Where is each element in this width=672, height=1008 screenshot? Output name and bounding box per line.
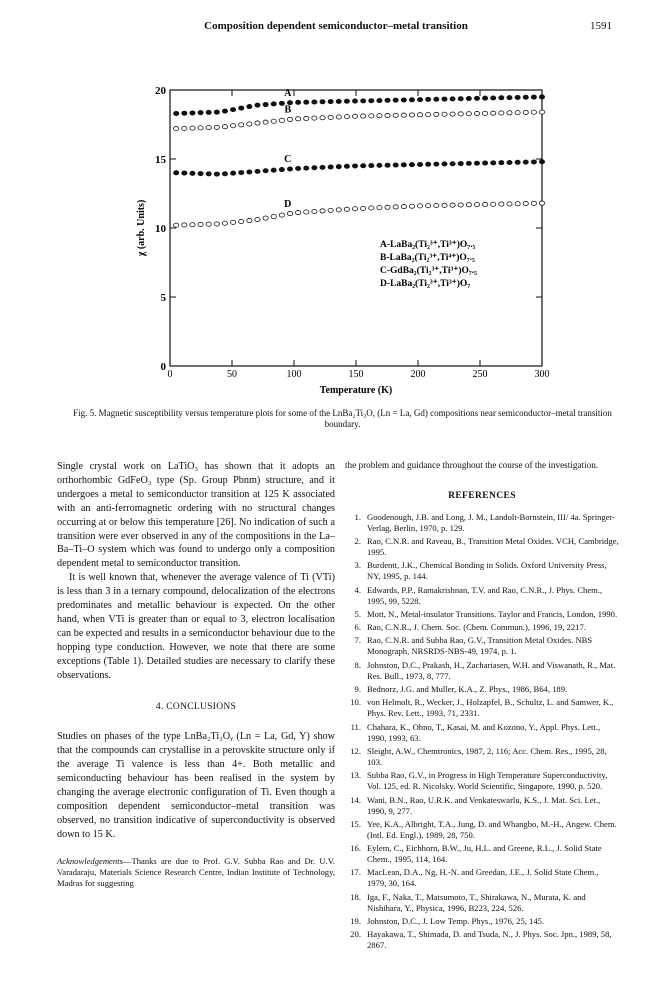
reference-item [345,697,619,719]
reference-text: Rao, C.N.R., J. Chem. Soc. (Chem. Commun.), 1996, 19, 2217. [367,622,586,633]
series-a-point [401,98,406,102]
series-c-point [239,170,244,174]
series-b-point [458,112,463,116]
reference-text: Johnston, D.C., J. Low Temp. Phys., 1976, 25, 145. [367,916,545,927]
series-c-point [466,161,471,165]
series-b-point [263,120,268,124]
series-d-point [482,202,487,206]
reference-number: 17. [350,867,361,878]
reference-item [345,635,619,657]
series-a-point [320,100,325,104]
reference-item [345,843,619,865]
reference-item [345,916,619,927]
reference-text: Hayakawa, T., Shimada, D. and Tsuda, N., J. Phys. Soc. Jpn., 1989, 58, 2867. [367,929,612,951]
series-a-point [393,98,398,102]
series-d-point [296,210,301,214]
series-d-point [491,202,496,206]
reference-item [345,622,619,633]
series-b-point [198,126,203,130]
reference-text: Edwards, P.P., Ramakrishnan, T.V. and Rao, C.N.R., J. Phys. Chem., 1995, 99, 5228. [367,584,603,606]
reference-number: 20. [350,929,361,940]
reference-item [345,684,619,695]
paragraph: Studies on phases of the type LnBa₂Ti₃Oᵧ (Ln = La, Gd, Y) show that the compounds can crystallise in a perovskite structure only if the average Ti valence is less than 4+. Both metallic and semiconducting behaviour has been realised in the system by changing the average electronic configuration of Ti. Even though a composition dependent semiconductor–metal transition was observed, no transition indicative of superconductivity is observed down to 15 K. [57,731,335,840]
series-c-point [206,172,211,176]
series-b-point [271,119,276,123]
series-d-point [450,203,455,207]
series-a-point [515,95,520,99]
series-a-point [344,99,349,103]
series-c-point [393,163,398,167]
reference-text: Subba Rao, G.V., in Progress in High Temperature Superconductivity, Vol. 125, ed. R. Nicolsky. World Scientific, Singapore, 1990, p. 520. [367,770,608,792]
series-d-point [361,206,366,210]
series-a-point [198,111,203,115]
series-d-point [231,220,236,224]
series-b-point [312,116,317,120]
series-d-point [312,209,317,213]
series-d-point [369,206,374,210]
series-c-point [369,163,374,167]
series-a-point [222,109,227,113]
reference-item [345,560,619,582]
series-d-point [255,217,260,221]
series-c-point [214,172,219,176]
series-b-point [539,110,544,114]
reference-text: Rao, C.N.R. and Subba Rao, G.V., Transition Metal Oxides. NBS Monograph, NRSRDS-NBS-49, 1974, p. 1. [367,635,593,657]
series-b-point [287,117,292,121]
series-c-point [174,171,179,175]
series-c-point [247,170,252,174]
series-a-point [190,111,195,115]
x-axis-label: Temperature (K) [319,385,393,396]
series-a-point [482,96,487,100]
series-a-point [296,100,301,104]
reference-item [345,867,619,889]
series-c-point [304,166,309,170]
reference-text: Goodenough, J.B. and Long, J. M., Landolt-Bornstein, III/ 4a. Springer-Verlag, Berlin, 1970, p. 129. [367,511,616,533]
series-a-point [450,97,455,101]
series-c-point [344,164,349,168]
series-c-point [271,168,276,172]
series-d-point [214,222,219,226]
series-b-point [206,126,211,130]
series-b-point [328,115,333,119]
series-d-point [385,205,390,209]
series-a-point [458,97,463,101]
x-tick-label: 200 [410,369,426,380]
series-a-point [385,98,390,102]
series-d-point [474,203,479,207]
series-b-point [296,117,301,121]
reference-item [345,585,619,607]
series-b-point [182,126,187,130]
series-d-point [182,223,187,227]
series-d-point [279,213,284,217]
series-a-point [231,107,236,111]
y-tick-label: 15 [155,154,166,166]
series-b-point [515,111,520,115]
reference-number: 12. [350,745,361,756]
series-a-point [442,97,447,101]
series-b-point [377,114,382,118]
series-c-point [190,171,195,175]
reference-item [345,512,619,534]
series-d-point [523,201,528,205]
series-b-point [352,114,357,118]
series-b-point [304,116,309,120]
series-d-point [531,201,536,205]
series-b-point [231,124,236,128]
reference-item [345,770,619,792]
series-c-point [198,171,203,175]
reference-number: 15. [350,818,361,829]
series-c-point [515,160,520,164]
y-tick-label: 0 [160,361,166,373]
reference-text: Wani, B.N., Rao, U.R.K. and Venkateswarlu, K.S., J. Mat. Sci. Let., 1990, 9, 277. [367,794,601,816]
series-a-point [539,95,544,99]
series-label: A [284,87,292,99]
series-d-point [507,202,512,206]
series-a-point [312,100,317,104]
series-a-point [409,98,414,102]
reference-number: 1. [354,511,361,522]
series-d-point [271,214,276,218]
series-c-point [336,165,341,169]
legend-entry: A-LaBa₂(Ti₂³⁺,Ti³⁺)O₇.₅ [380,240,476,250]
series-b-point [426,113,431,117]
reference-item [345,660,619,682]
series-c-point [491,161,496,165]
reference-text: Rao, C.N.R. and Raveau, B., Transition Metal Oxides. VCH, Cambridge, 1995. [367,536,619,557]
series-d-point [434,203,439,207]
series-b-point [409,113,414,117]
series-d-point [393,205,398,209]
series-c-point [539,160,544,164]
series-d-point [206,222,211,226]
section-heading: 4. CONCLUSIONS [155,701,237,712]
series-b-point [434,112,439,116]
series-b-point [174,127,179,131]
series-a-point [206,110,211,114]
series-d-point [174,223,179,227]
reference-text: Bednorz, J.G. and Muller, K.A., Z. Phys., 1986, B64, 189. [367,684,568,695]
plot-frame [170,87,542,366]
series-c-point [458,161,463,165]
series-d-point [263,216,268,220]
series-d-point [287,211,292,215]
series-c-point [450,162,455,166]
x-tick-label: 150 [348,369,364,380]
series-c-point [523,160,528,164]
series-b-point [361,114,366,118]
series-a-point [239,106,244,110]
reference-item [345,536,619,558]
reference-text: Burdentt, J.K., Chemical Bonding in Solids. Oxford University Press, NY, 1995, p. 144. [367,560,607,582]
series-b-point [255,121,260,125]
series-a-point [336,99,341,103]
series-d-point [198,222,203,226]
paragraph: It is well known that, whenever the average valence of Ti (VTi) is less than 3 in a ternary compound, delocalization of the electrons predominates and metallic behaviour is expected. On the other hand, when VTi is greater than or equal to 3, electron localisation can be expected and results in a semiconductor behaviour due to the hopping type conduction. However, we note that there are some exceptions (Table 1). Detailed studies are necessary to clarify these observations. [57,572,335,681]
reference-list [345,512,619,952]
series-label: D [284,198,292,210]
series-a-point [247,104,252,108]
series-b-point [222,125,227,129]
series-d-point [417,204,422,208]
reference-number: 16. [350,843,361,854]
series-d-point [499,202,504,206]
series-c-point [401,163,406,167]
series-a-point [466,96,471,100]
series-c-point [255,169,260,173]
series-a-point [377,98,382,102]
reference-number: 10. [350,697,361,708]
reference-item [345,609,619,620]
series-label: B [284,104,292,116]
series-b-point [344,115,349,119]
series-c-point [417,162,422,166]
reference-number: 7. [354,635,361,646]
reference-text: Johnston, D.C., Prakash, H., Zachariasen, W.H. and Viswanath, R., Mat. Res. Bull., 1973, 8, 777. [367,659,616,681]
reference-item [345,746,619,768]
reference-item [345,795,619,817]
series-c-point [531,160,536,164]
series-a-point [174,111,179,115]
reference-number: 9. [354,684,361,695]
series-b-point [190,126,195,130]
reference-number: 11. [350,721,361,732]
series-c-point [263,169,268,173]
series-c-point [222,172,227,176]
series-b-point [531,110,536,114]
series-c-point [361,164,366,168]
reference-item [345,929,619,951]
y-tick-label: 20 [155,85,166,97]
series-a-point [263,102,268,106]
series-b-point [507,111,512,115]
series-b-point [247,122,252,126]
series-a-point [182,111,187,115]
series-d-point [304,210,309,214]
reference-text: Mott, N., Metal-insulator Transitions. Taylor and Francis, London, 1990. [367,608,618,619]
y-tick-label: 10 [155,223,166,235]
x-tick-label: 50 [227,369,237,380]
series-b-point [320,116,325,120]
series-d-point [336,208,341,212]
series-b-point [336,115,341,119]
series-d-point [401,204,406,208]
reference-number: 4. [354,584,361,595]
series-label: C [284,154,292,166]
series-b-point [401,113,406,117]
series-d-point [222,221,227,225]
series-c-point [182,171,187,175]
series-c-point [434,162,439,166]
series-a-point [474,96,479,100]
reference-text: von Helmolt, R., Wecker, J., Holzapfel, B., Schultz, L. and Samwer, K., Phys. Rev. Lett., 1993, 71, 2331. [367,697,614,719]
reference-text: Eylem, C., Eichhorn, B.W., Ju, H.L. and Greene, R.L., J. Solid State Chem., 1995, 114, 164. [367,843,602,865]
left-column [57,460,335,889]
y-tick-label: 5 [160,292,166,304]
series-c-point [328,165,333,169]
series-a-point [499,96,504,100]
running-header [0,20,672,36]
series-c-point [287,167,292,171]
series-a-point [369,99,374,103]
x-tick-label: 300 [534,369,550,380]
series-d-point [458,203,463,207]
series-a-point [417,98,422,102]
running-title: Composition dependent semiconductor–metal transition [204,20,468,32]
series-b-point [417,113,422,117]
series-d-point [239,219,244,223]
series-b-point [474,111,479,115]
series-b-point [466,112,471,116]
series-a-point [271,102,276,106]
series-d-point [328,208,333,212]
page-number: 1591 [590,20,612,32]
x-tick-label: 250 [472,369,488,380]
figure-caption: Fig. 5. Magnetic susceptibility versus temperature plots for some of the LnBa₂Ti₃O, (Ln = La, Gd) compositions near semiconductor–metal transition boundary. [73,408,612,429]
reference-number: 18. [350,891,361,902]
reference-number: 6. [354,622,361,633]
series-a-point [523,95,528,99]
paragraph: the problem and guidance throughout the course of the investigation. [345,460,599,470]
series-c-point [312,166,317,170]
series-b-point [499,111,504,115]
acknowledgements [57,856,335,889]
series-d-point [344,207,349,211]
series-b-point [523,110,528,114]
reference-item [345,722,619,744]
series-a-point [361,99,366,103]
series-a-point [491,96,496,100]
x-tick-label: 100 [286,369,302,380]
legend-entry: B-LaBa₂(Ti₂³⁺,Ti⁴⁺)O₇.₅ [380,253,475,263]
series-c-point [296,166,301,170]
series-a-point [328,100,333,104]
legend-entry: D-LaBa₂(Ti₂³⁺,Ti³⁺)O₇ [380,279,471,289]
reference-number: 14. [350,794,361,805]
series-d-point [247,218,252,222]
series-c-point [499,161,504,165]
reference-number: 5. [354,608,361,619]
reference-number: 2. [354,536,361,546]
y-axis-label: χ (arb. Units) [136,199,147,257]
references-heading: REFERENCES [448,490,516,501]
susceptibility-chart [128,85,550,396]
series-c-point [474,161,479,165]
series-a-point [214,110,219,114]
series-a-point [255,103,260,107]
series-b-point [369,114,374,118]
series-d-point [426,204,431,208]
series-b-point [450,112,455,116]
series-d-point [442,203,447,207]
series-a-point [507,96,512,100]
series-d-point [466,203,471,207]
reference-number: 13. [350,770,361,781]
series-c-point [507,160,512,164]
ack-text: —Thanks are due to Prof. G.V. Subba Rao and Dr. U.V. Varadaraju, Materials Science Research Centre, Indian Institute of Technology, Madras for suggesting [57,855,335,888]
series-a-point [304,100,309,104]
series-c-point [426,162,431,166]
series-d-point [377,206,382,210]
reference-text: MacLean, D.A., Ng, H.-N. and Greedan, J.E., J. Solid State Chem., 1979, 30, 164. [367,867,599,889]
series-b-point [393,113,398,117]
x-tick-label: 0 [167,369,173,380]
paragraph: Single crystal work on LaTiO₃ has shown that it adopts an orthorhombic GdFeO₃ type (Sp. Group Pbnm) structure, and it undergoes a metal to semiconductor transition at 125 K associated with an anti-ferromagnetic ordering with no structural changes occurring at or below this temperature [26]. No indication of such a transition were ever observed in any of the compositions in the La–Ba–Ti–O system which was found to undergo only a composition dependent metal to semiconductor transition. [57,461,335,570]
series-b-point [385,113,390,117]
series-d-point [409,204,414,208]
series-a-point [434,97,439,101]
series-c-point [279,167,284,171]
series-c-point [385,163,390,167]
reference-number: 8. [354,659,361,670]
series-d-point [352,207,357,211]
reference-item [345,819,619,841]
reference-text: Sleight, A.W., Chemtronics, 1987, 2, 116; Acc. Chem. Res., 1995, 28, 103. [367,745,607,767]
series-c-point [352,164,357,168]
reference-text: Chahara, K., Ohno, T., Kasai, M. and Kozono, Y., Appl. Phys. Lett., 1990, 1993, 63. [367,721,601,743]
legend-entry: C-GdBa₂(Ti₂³⁺,Ti³⁺)O₇.₅ [380,266,477,276]
series-b-point [279,118,284,122]
reference-number: 19. [350,916,361,927]
series-b-point [442,112,447,116]
series-a-point [352,99,357,103]
series-d-point [515,202,520,206]
reference-text: Yee, K.A., Albright, T.A., Jung, D. and Whangbo, M.-H., Angew. Chem. (Intl. Ed. Engl.), 1989, 28, 750. [367,818,617,840]
series-d-point [539,201,544,205]
series-b-point [214,125,219,129]
series-c-point [231,171,236,175]
series-c-point [320,165,325,169]
series-b-point [239,123,244,127]
series-c-point [377,163,382,167]
series-d-point [320,209,325,213]
series-c-point [482,161,487,165]
series-b-point [491,111,496,115]
series-a-point [531,95,536,99]
series-a-point [426,97,431,101]
reference-text: Iga, F., Naka, T., Matsumoto, T., Shirakawa, N., Murata, K. and Nishihara, Y., Physica, 1996, B223, 224, 526. [367,891,586,913]
series-d-point [190,223,195,227]
ack-label: Acknowledgements [57,855,123,866]
reference-item [345,892,619,914]
series-b-point [482,111,487,115]
series-c-point [442,162,447,166]
right-column [345,460,619,954]
reference-number: 3. [354,560,361,571]
series-c-point [409,163,414,167]
